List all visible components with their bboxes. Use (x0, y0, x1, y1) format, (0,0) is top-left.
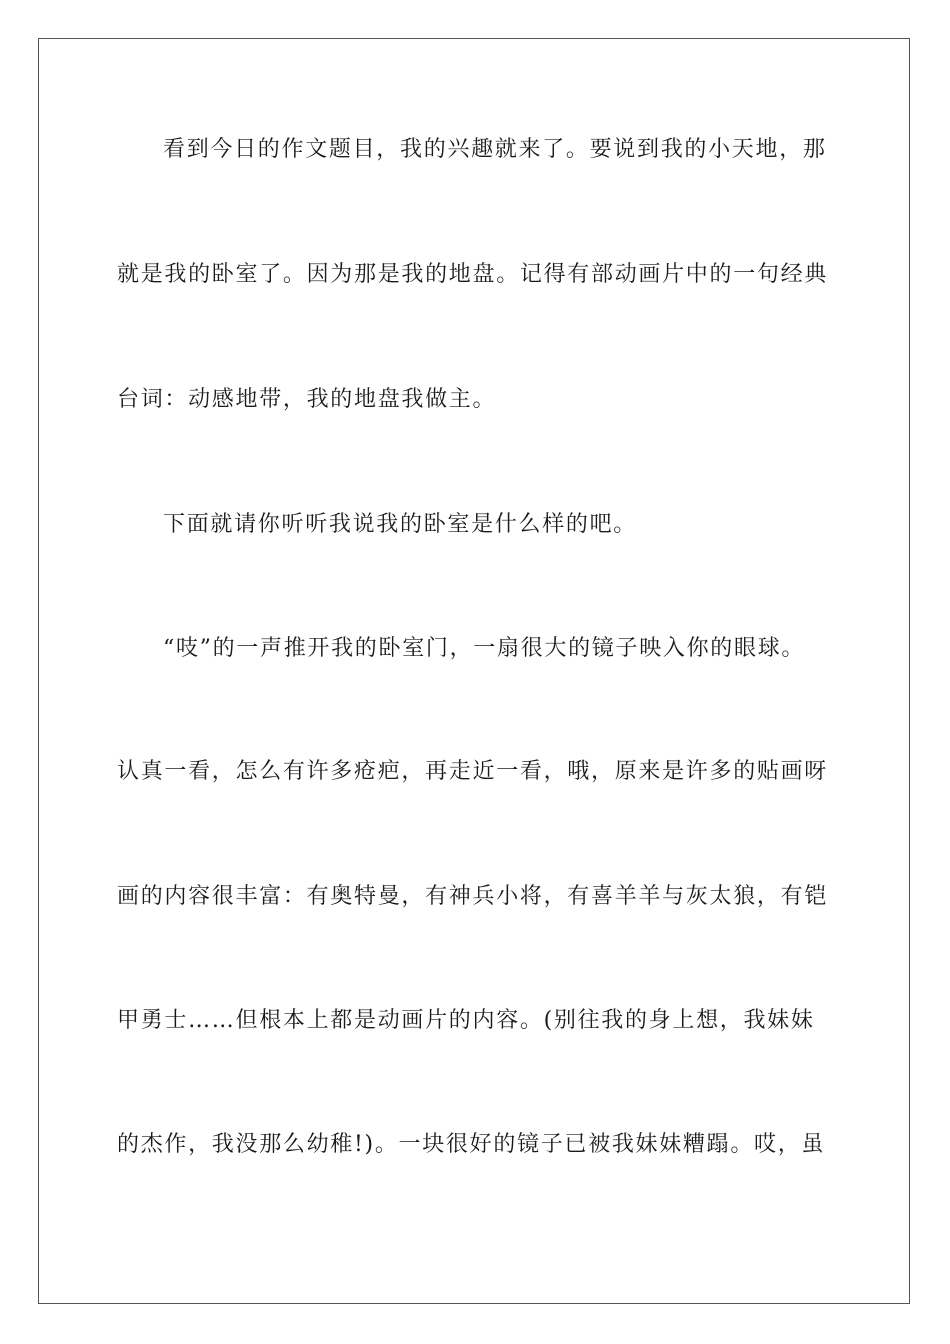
text-line: 的杰作，我没那么幼稚!)。一块很好的镜子已被我妹妹糟蹋。哎，虽 (117, 1132, 826, 1157)
text-line: 下面就请你听听我说我的卧室是什么样的吧。 (163, 512, 638, 537)
text-line: 就是我的卧室了。因为那是我的地盘。记得有部动画片中的一句经典 (117, 262, 829, 287)
text-line: 台词：动感地带，我的地盘我做主。 (117, 387, 497, 412)
text-line: “吱”的一声推开我的卧室门，一扇很大的镜子映入你的眼球。 (163, 636, 806, 661)
text-line: 看到今日的作文题目，我的兴趣就来了。要说到我的小天地，那 (163, 137, 827, 162)
page-border (38, 38, 910, 1304)
text-line: 认真一看，怎么有许多疮疤，再走近一看，哦，原来是许多的贴画呀 (117, 759, 829, 784)
text-line: 画的内容很丰富：有奥特曼，有神兵小将，有喜羊羊与灰太狼，有铠 (117, 884, 829, 909)
text-line: 甲勇士……但根本上都是动画片的内容。(别往我的身上想，我妹妹 (117, 1008, 815, 1033)
